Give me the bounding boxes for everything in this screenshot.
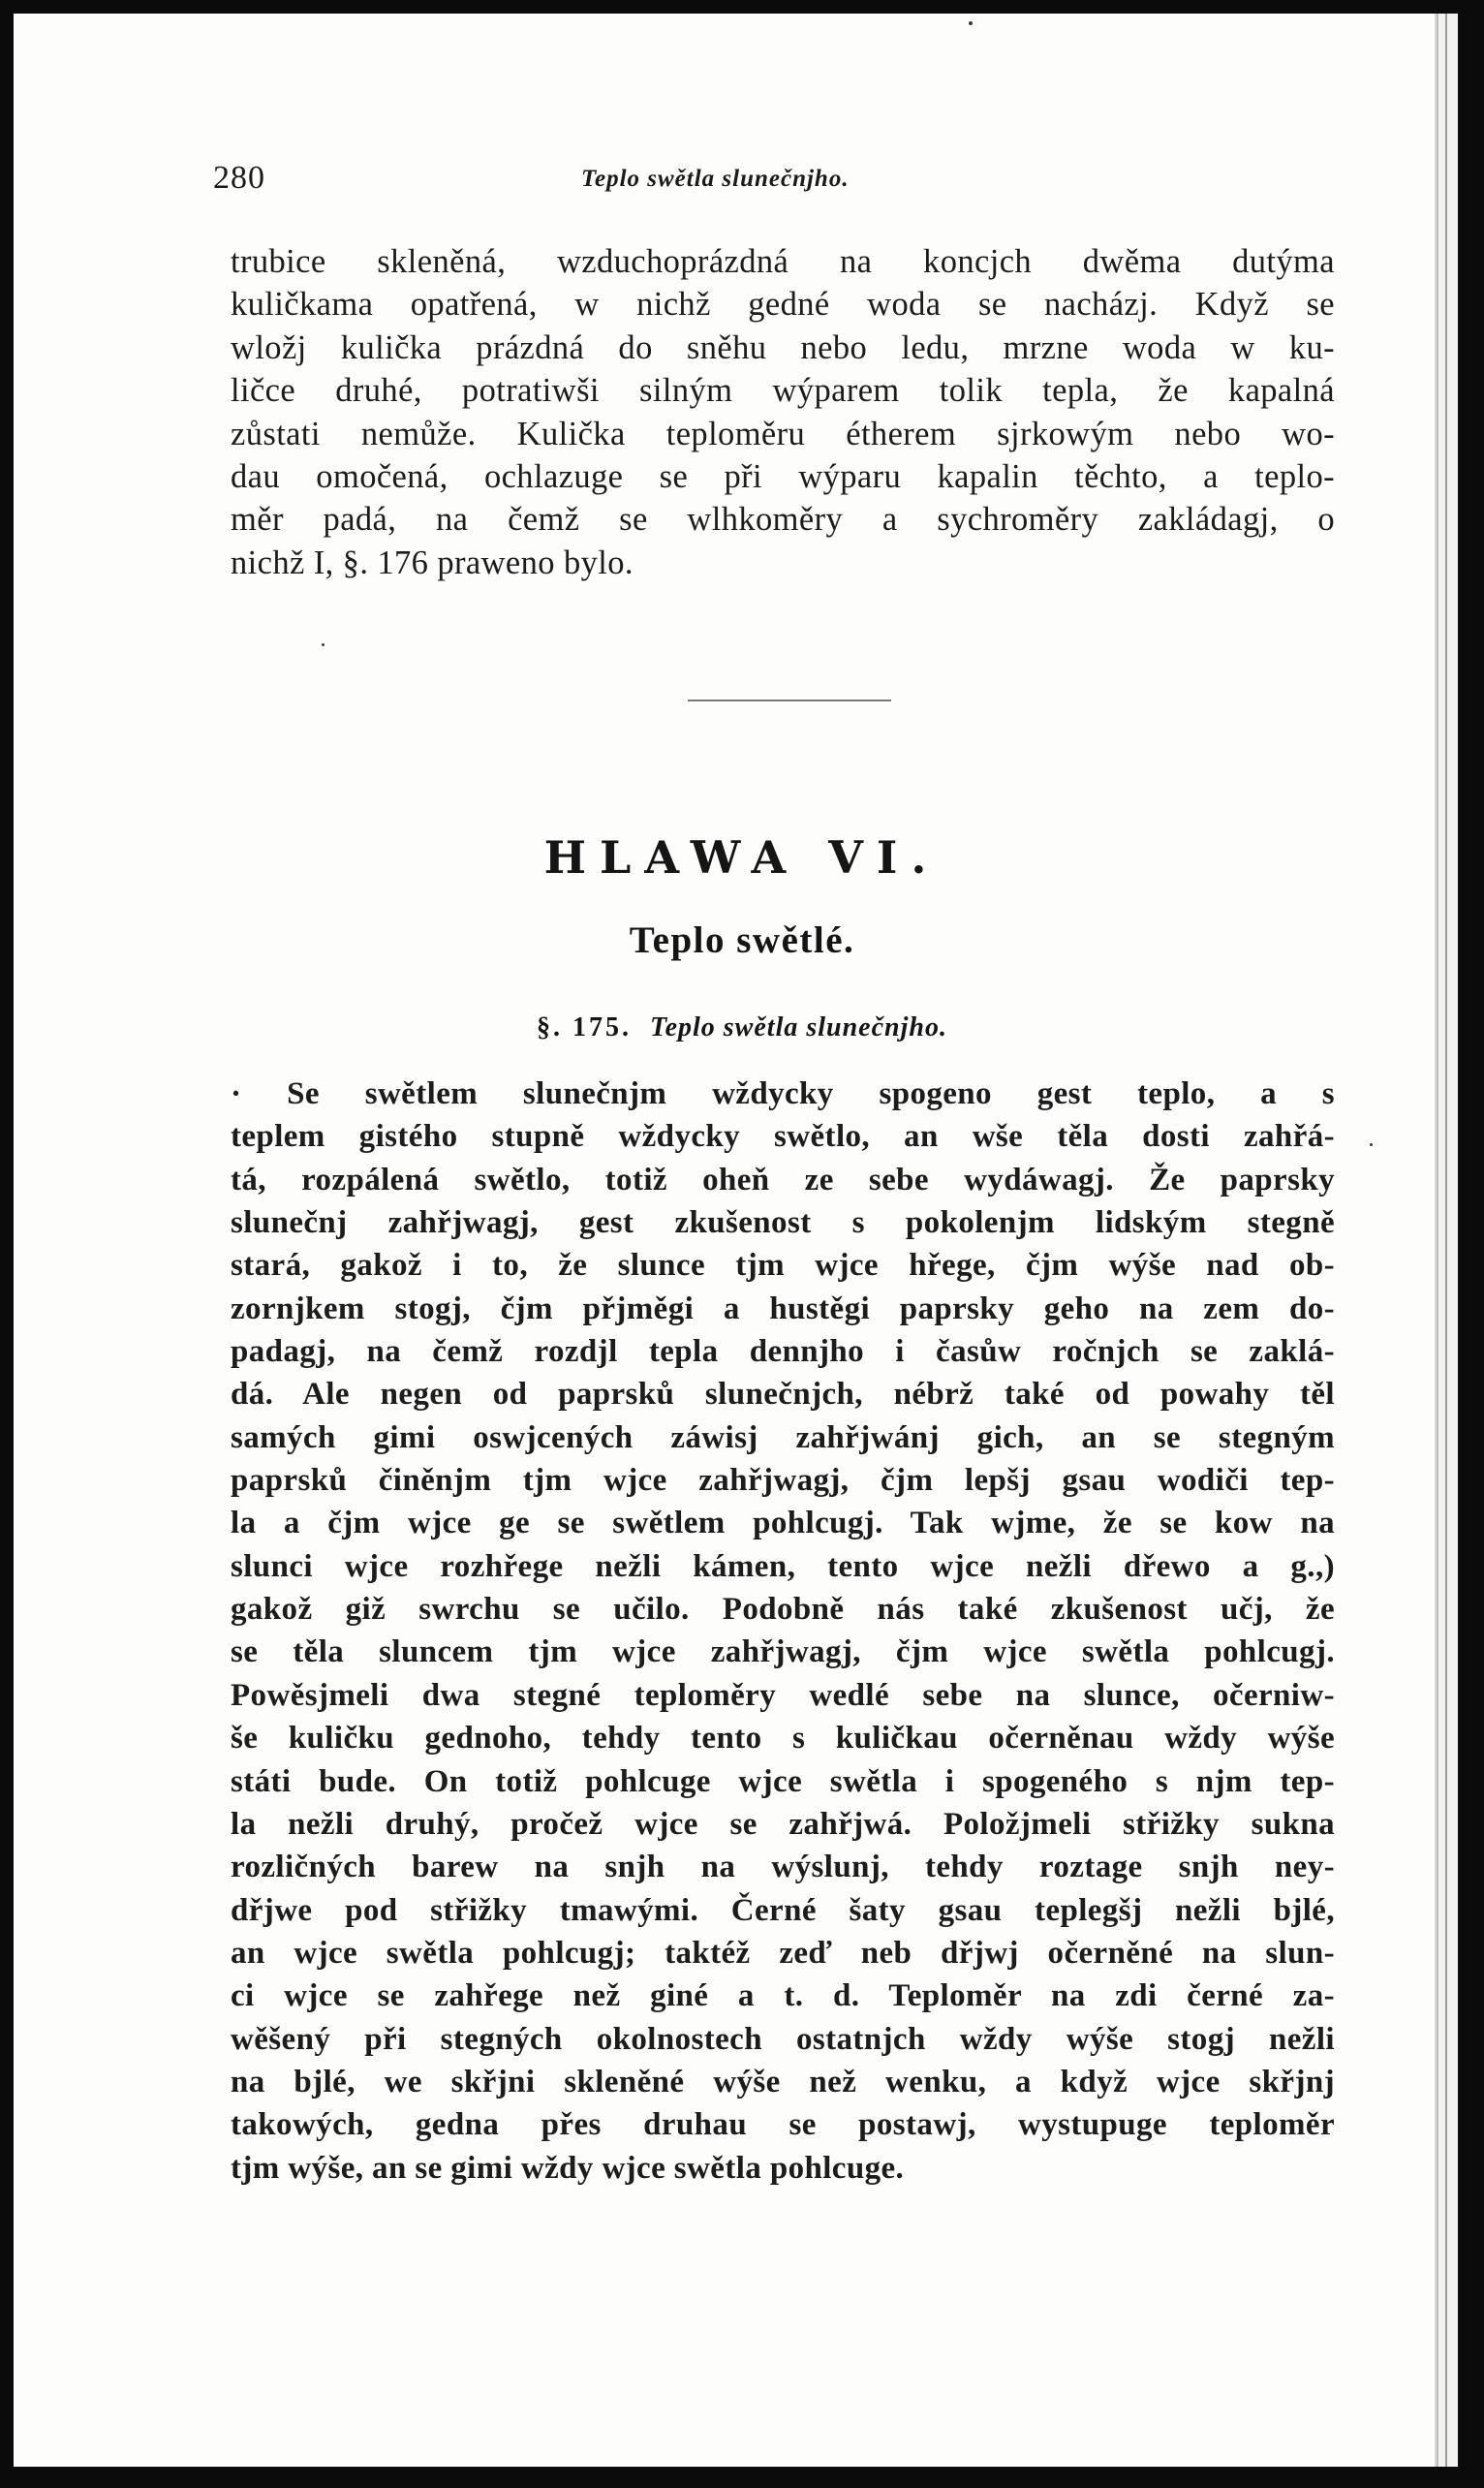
text-line: la a čjm wjce ge se swětlem pohlcugj. Tak wjme, že se kow na xyxy=(231,1506,1335,1541)
paragraph-main xyxy=(231,1073,1335,2190)
text-line: stará, gakož i to, že slunce tjm wjce hřege, čjm wýše nad ob- xyxy=(231,1248,1335,1284)
text-line: samých gimi oswjcených záwisj zahřjwánj gich, an se stegným xyxy=(231,1419,1335,1455)
text-line: wěšený při stegných okolnostech ostatnjch wždy wýše stogj nežli xyxy=(231,2021,1335,2057)
page-number: 280 xyxy=(213,160,265,196)
text-line: še kuličku gednoho, tehdy tento s kuličkau očerněnau wždy wýše xyxy=(231,1721,1335,1757)
text-line: kuličkama opatřená, w nichž gedné woda se nacházj. Když se xyxy=(231,286,1335,324)
text-line: dá. Ale negen od paprsků slunečnjch, nébrž také od powahy těl xyxy=(231,1377,1335,1413)
section-heading xyxy=(0,1012,1484,1043)
section-title: Teplo swětla slunečnjho. xyxy=(650,1012,947,1042)
text-line: dřjwe pod střižky tmawými. Černé šaty gsau teplegšj nežli bjlé, xyxy=(231,1892,1335,1928)
chapter-subtitle: Teplo swětlé. xyxy=(629,919,855,961)
text-line: dau omočená, ochlazuge se při wýparu kapalin těchto, a teplo- xyxy=(231,457,1335,495)
running-header xyxy=(213,160,1221,208)
text-line: tjm wýše, an se gimi wždy wjce swětla pohlcuge. xyxy=(231,2150,905,2186)
paper-speck xyxy=(969,21,973,25)
paper-speck xyxy=(1370,1143,1373,1146)
text-line: gakož giž swrchu se učilo. Podobně nás také zkušenost učj, že xyxy=(231,1592,1335,1628)
section-number: §. 175. xyxy=(537,1012,633,1042)
text-line: zůstati nemůže. Kulička teploměru étherem sjrkowým nebo wo- xyxy=(231,415,1335,452)
text-line: se těla sluncem tjm wjce zahřjwagj, čjm wjce swětla pohlcugj. xyxy=(231,1634,1335,1670)
paragraph-continued xyxy=(231,240,1335,584)
text-line: rozličných barew na snjh na wýslunj, tehdy roztage snjh ney- xyxy=(231,1850,1335,1885)
text-line: la nežli druhý, pročež wjce se zahřjwá. Položjmeli střižky sukna xyxy=(231,1806,1335,1842)
text-line: na bjlé, we skřjni skleněné wýše než wenku, a když wjce skřjnj xyxy=(231,2064,1335,2099)
text-line: ličce druhé, potratiwši silným wýparem tolik tepla, že kapalná xyxy=(231,372,1335,410)
text-line: trubice skleněná, wzduchoprázdná na koncjch dwěma dutýma xyxy=(231,243,1335,280)
text-line: wložj kulička prázdná do sněhu nebo ledu, mrzne woda w ku- xyxy=(231,328,1335,366)
text-line: slunečnj zahřjwagj, gest zkušenost s pokolenjm lidským stegně xyxy=(231,1205,1335,1241)
text-line: takowých, gedna přes druhau se postawj, wystupuge teploměr xyxy=(231,2107,1335,2143)
chapter-heading: HLAWA VI. xyxy=(543,831,941,884)
text-line: ci wjce se zahřege než giné a t. d. Teploměr na zdi černé za- xyxy=(231,1978,1335,2014)
paper-speck xyxy=(322,643,325,646)
text-line: slunci wjce rozhřege nežli kámen, tento wjce nežli dřewo a g.,) xyxy=(231,1548,1335,1584)
text-line: paprsků činěnjm tjm wjce zahřjwagj, čjm lepšj gsau wodiči tep- xyxy=(231,1463,1335,1499)
text-line: · Se swětlem slunečnjm wždycky spogeno gest teplo, a s xyxy=(231,1076,1335,1111)
text-line: padagj, na čemž rozdjl tepla dennjho i časůw ročnjch se zaklá- xyxy=(231,1334,1335,1370)
text-line: měr padá, na čemž se wlhkoměry a sychroměry zakládagj, o xyxy=(231,501,1335,539)
running-title: Teplo swětla slunečnjho. xyxy=(581,166,850,192)
text-line: tá, rozpálená swětlo, totiž oheň ze sebe wydáwagj. Že paprsky xyxy=(231,1162,1335,1197)
section-divider-rule xyxy=(688,700,891,701)
adjacent-page-edge xyxy=(1437,14,1458,2467)
text-line: an wjce swětla pohlcugj; taktéž zeď neb dřjwj očerněné na slun- xyxy=(231,1935,1335,1971)
page-edge-line xyxy=(1445,14,1447,2467)
text-line: zornjkem stogj, čjm přjměgi a hustěgi paprsky geho na zem do- xyxy=(231,1291,1335,1326)
text-line: nichž I, §. 176 praweno bylo. xyxy=(231,544,634,581)
text-line: státi bude. On totiž pohlcuge wjce swětla i spogeného s njm tep- xyxy=(231,1763,1335,1799)
text-line: teplem gistého stupně wždycky swětlo, an wše těla dosti zahřá- xyxy=(231,1119,1335,1155)
text-line: Powěsjmeli dwa stegné teploměry wedlé sebe na slunce, očerniw- xyxy=(231,1677,1335,1713)
